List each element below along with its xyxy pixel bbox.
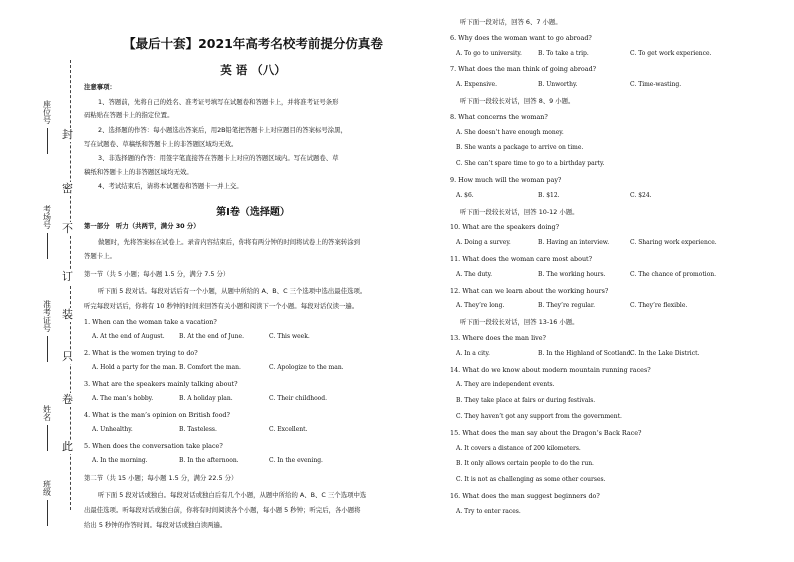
option: A. It covers a distance of 200 kilometers.: [456, 444, 581, 452]
option-c: C. This week.: [269, 333, 310, 340]
option-b: B. Unworthy.: [538, 81, 578, 89]
option: B. She wants a package to arrive on time.: [456, 144, 584, 152]
question-text: 4. What is the man’s opinion on British food?: [84, 411, 230, 419]
option-c: C. Time-wasting.: [630, 81, 682, 89]
binding-field: [42, 205, 52, 259]
seal-char: 装: [62, 308, 73, 321]
option-c: C. Excellent.: [269, 426, 308, 433]
question-text: 7. What does the man think of going abroad?: [450, 65, 597, 74]
option-c: C. In the evening.: [269, 457, 323, 464]
binding-field-label: 姓名: [42, 405, 52, 421]
question-text: 13. Where does the man live?: [450, 334, 546, 342]
question-text: 14. What do we know about modern mountain running races?: [450, 365, 651, 374]
note-line: 4、考试结束后，请将本试题卷和答题卡一并上交。: [98, 182, 243, 190]
option-a: A. To go to university.: [456, 49, 522, 57]
binding-field-label: 班级: [42, 480, 52, 496]
part1-desc-line: 答题卡上。: [84, 252, 116, 260]
binding-margin: [0, 0, 78, 562]
question-text: 10. What are the speakers doing?: [450, 223, 560, 232]
question-text: 15. What does the man say about the Dragon’s Back Race?: [450, 428, 642, 437]
option-b: B. They’re regular.: [538, 302, 595, 310]
seal-char: 此: [62, 440, 73, 453]
seal-char: 封: [62, 128, 73, 141]
option-c: C. They’re flexible.: [630, 302, 688, 310]
option-a: A. Doing a survey.: [456, 239, 511, 247]
listening-instruction: 听下面一段较长对话，回答 13-16 小题。: [460, 318, 579, 327]
binding-field: [42, 100, 52, 154]
question-text: 12. What can we learn about the working hours?: [450, 286, 609, 295]
seal-char: 不: [62, 222, 73, 235]
option-a: A. In a city.: [456, 349, 490, 357]
listening-instruction: 听下面一段较长对话，回答 10-12 小题。: [460, 207, 579, 216]
sec1-desc-line: 听完每段对话后，你将有 10 秒钟的时间来回答有关小题和阅读下一个小题。每段对话仅读一遍。: [84, 302, 359, 310]
option-b: B. A holiday plan.: [179, 395, 233, 402]
option-b: B. $12.: [538, 191, 560, 199]
sec2-desc-line: 给出 5 秒钟的作答时间。每段对话或独白读两遍。: [84, 521, 227, 529]
option: C. They haven’t got any support from the government.: [456, 413, 622, 420]
question-text: 8. What concerns the woman?: [450, 112, 548, 121]
option-a: A. They’re long.: [456, 302, 505, 310]
note-line: 2、选择题的作答：每小题选出答案后，用2B铅笔把答题卡上对应题目的答案标号涂黑，: [98, 126, 347, 134]
option-c: C. The chance of promotion.: [630, 270, 717, 278]
notes-title: 注意事项：: [84, 83, 116, 91]
seal-char: 密: [62, 182, 73, 195]
option-c: C. To get work experience.: [630, 49, 712, 57]
binding-field-line: [47, 128, 48, 154]
note-line: 码粘贴在答题卡上的指定位置。: [84, 111, 174, 119]
sec2-desc-line: 出最佳选项。听每段对话或独白前，你将有时间阅读各个小题，每小题 5 秒钟；听完后，各小题将: [84, 506, 361, 514]
binding-field-line: [47, 336, 48, 362]
seal-char: 只: [62, 350, 73, 363]
part1-title: 第一部分 听力（共两节，满分 30 分）: [84, 222, 200, 230]
question-text: 5. When does the conversation take place?: [84, 442, 223, 450]
option-c: C. Their childhood.: [269, 395, 328, 402]
option-a: A. The duty.: [456, 270, 493, 278]
binding-field: [42, 480, 52, 526]
part1-desc-line: 做题时，先将答案标在试卷上。录音内容结束后，你将有两分钟的时间将试卷上的答案转涂到: [98, 238, 361, 246]
exam-subtitle: 英 语 （八）: [220, 63, 286, 77]
question-text: 3. What are the speakers mainly talking about?: [84, 380, 238, 388]
exam-title: 【最后十套】2021年高考名校考前提分仿真卷: [123, 36, 383, 51]
option-b: B. In the afternoon.: [179, 457, 239, 464]
option-a: A. $6.: [456, 191, 474, 199]
listening-instruction: 听下面一段对话，回答 6、7 小题。: [460, 18, 562, 26]
sec2-desc-line: 听下面 5 段对话或独白。每段对话或独白后有几个小题，从题中所给的 A、B、C 三个选项中选: [98, 491, 367, 499]
option-a: A. Hold a party for the man.: [92, 364, 178, 371]
binding-field: [42, 300, 52, 362]
note-line: 3、非选择题的作答：用签字笔直接答在答题卡上对应的答题区域内。写在试题卷、草: [98, 154, 339, 162]
binding-field-line: [47, 233, 48, 259]
question-text: 16. What does the man suggest beginners do?: [450, 492, 600, 500]
option-a: A. At the end of August.: [92, 333, 165, 340]
question-text: 6. Why does the woman want to go abroad?: [450, 33, 592, 42]
option-c: C. Apologize to the man.: [269, 364, 344, 371]
question-text: 11. What does the woman care most about?: [450, 255, 593, 263]
option-b: B. At the end of June.: [179, 333, 244, 340]
option: A. They are independent events.: [456, 381, 555, 389]
option-a: A. In the morning.: [92, 457, 148, 464]
binding-field-line: [47, 500, 48, 526]
listening-instruction: 听下面一段较长对话，回答 8、9 小题。: [460, 97, 575, 105]
option: C. It is not as challenging as some other courses.: [456, 476, 606, 484]
note-line: 写在试题卷、草稿纸和答题卡上的非答题区域均无效。: [84, 140, 238, 148]
seal-char: 卷: [62, 393, 73, 406]
binding-field-line: [47, 425, 48, 451]
option-a: A. The man’s hobby.: [92, 395, 154, 402]
option: A. Try to enter races.: [456, 507, 521, 515]
option: C. She can’t spare time to go to a birthday party.: [456, 160, 605, 168]
option-b: B. In the Highland of Scotland.: [538, 349, 633, 357]
binding-field-label: 考场号: [42, 205, 52, 229]
sec1-title: 第一节（共 5 小题；每小题 1.5 分，满分 7.5 分）: [84, 270, 230, 278]
option-c: C. In the Lake District.: [630, 349, 700, 357]
note-line: 稿纸和答题卡上的非答题区域均无效。: [84, 168, 193, 176]
option-b: B. The working hours.: [538, 270, 606, 278]
question-text: 2. What is the women trying to do?: [84, 349, 198, 357]
option: B. It only allows certain people to do the run.: [456, 460, 594, 468]
option-c: C. Sharing work experience.: [630, 239, 717, 247]
binding-field: [42, 405, 52, 451]
question-text: 9. How much will the woman pay?: [450, 176, 562, 184]
option-a: A. Expensive.: [456, 81, 498, 89]
option-a: A. Unhealthy.: [92, 426, 133, 433]
binding-field-label: 准考证号: [42, 300, 52, 332]
option-b: B. Comfort the man.: [179, 364, 241, 371]
option-b: B. Having an interview.: [538, 239, 610, 247]
question-text: 1. When can the woman take a vacation?: [84, 318, 217, 326]
binding-field-label: 座位号: [42, 100, 52, 124]
note-line: 1、答题前，先将自己的姓名、准考证号填写在试题卷和答题卡上，并将准考证号条形: [98, 98, 339, 106]
sec2-title: 第二节（共 15 小题；每小题 1.5 分，满分 22.5 分）: [84, 474, 238, 482]
option-c: C. $24.: [630, 191, 652, 199]
option: B. They take place at fairs or during festivals.: [456, 397, 596, 405]
option: A. She doesn’t have enough money.: [456, 128, 564, 136]
seal-char: 订: [62, 270, 73, 283]
option-b: B. Tasteless.: [179, 426, 217, 433]
section-heading: 第Ⅰ卷（选择题）: [216, 207, 290, 218]
sec1-desc-line: 听下面 5 段对话。每段对话后有一个小题，从题中所给的 A、B、C 三个选项中选出最佳选项。: [98, 287, 367, 295]
option-b: B. To take a trip.: [538, 49, 589, 57]
